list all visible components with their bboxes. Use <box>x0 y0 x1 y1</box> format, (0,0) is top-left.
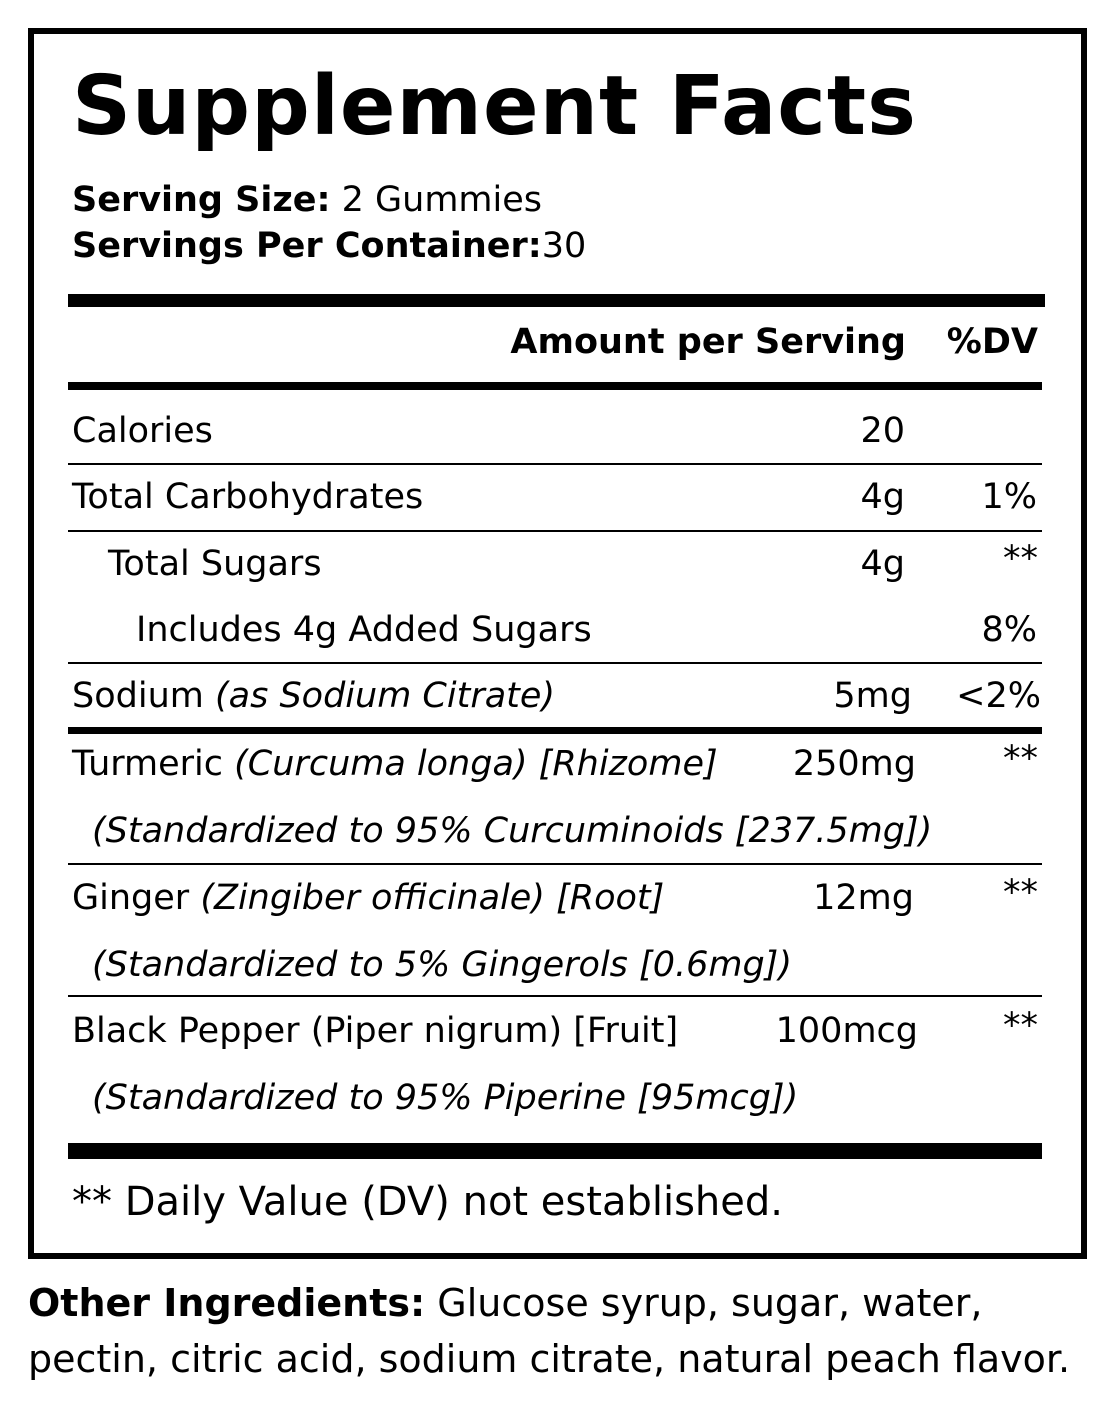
row-ginger-name: Ginger <box>72 878 190 918</box>
servings-per-container <box>72 226 587 266</box>
servings-per-container-label: Servings Per Container: <box>72 226 542 266</box>
row-carbs-dv: 1% <box>981 477 1037 517</box>
row-turmeric-dv: ** <box>1003 739 1038 779</box>
row-sodium-qualifier: (as Sodium Citrate) <box>215 676 556 716</box>
row-carbs-amount: 4g <box>860 477 905 517</box>
row-sodium-dv: <2% <box>956 676 1041 716</box>
row-sugars-dv: ** <box>1003 539 1038 579</box>
row-divider <box>68 863 1042 865</box>
row-sodium <box>72 676 556 716</box>
row-sugars-amount: 4g <box>860 544 905 584</box>
other-ingredients-line2: pectin, citric acid, sodium citrate, natural peach flavor. <box>28 1337 1071 1381</box>
serving-size-label: Serving Size: <box>72 180 331 220</box>
header-divider <box>68 382 1042 390</box>
row-black-pepper-amount: 100mcg <box>775 1011 918 1051</box>
other-ingredients-line1 <box>28 1281 983 1325</box>
row-sodium-name: Sodium <box>72 676 204 716</box>
other-ingredients-text1: Glucose syrup, sugar, water, <box>437 1281 983 1325</box>
row-turmeric-qualifier: (Curcuma longa) [Rhizome] <box>234 744 718 784</box>
amount-per-serving-header: Amount per Serving <box>510 322 906 362</box>
other-ingredients-label: Other Ingredients: <box>28 1281 426 1325</box>
row-calories-amount: 20 <box>860 411 905 451</box>
row-calories-name: Calories <box>72 411 213 451</box>
serving-size <box>72 180 543 220</box>
row-turmeric-note: (Standardized to 95% Curcuminoids [237.5mg]) <box>92 811 933 851</box>
row-turmeric-name: Turmeric <box>72 744 224 784</box>
footnote-divider <box>68 1143 1042 1159</box>
row-ginger-note: (Standardized to 5% Gingerols [0.6mg]) <box>92 945 792 985</box>
row-ginger-amount: 12mg <box>813 878 914 918</box>
row-turmeric-amount: 250mg <box>792 744 916 784</box>
row-divider <box>68 662 1042 664</box>
row-black-pepper-name: Black Pepper (Piper nigrum) [Fruit] <box>72 1011 679 1051</box>
botanicals-divider <box>68 727 1042 734</box>
row-turmeric <box>72 744 718 784</box>
dv-footnote: ** Daily Value (DV) not established. <box>72 1179 783 1225</box>
row-sodium-amount: 5mg <box>833 676 912 716</box>
row-ginger <box>72 878 665 918</box>
row-ginger-dv: ** <box>1003 873 1038 913</box>
dv-header: %DV <box>946 322 1038 362</box>
row-divider <box>68 530 1042 532</box>
row-divider <box>68 995 1042 997</box>
row-black-pepper-dv: ** <box>1003 1006 1038 1046</box>
row-added-sugars-dv: 8% <box>981 610 1037 650</box>
thick-divider <box>68 294 1045 307</box>
row-black-pepper-note: (Standardized to 95% Piperine [95mcg]) <box>92 1078 799 1118</box>
row-carbs-name: Total Carbohydrates <box>72 477 424 517</box>
panel-title: Supplement Facts <box>72 59 917 154</box>
servings-per-container-value: 30 <box>541 226 587 266</box>
serving-size-value: 2 Gummies <box>341 180 543 220</box>
row-ginger-qualifier: (Zingiber officinale) [Root] <box>200 878 665 918</box>
row-divider <box>68 463 1042 465</box>
row-sugars-name: Total Sugars <box>108 544 322 584</box>
row-added-sugars-name: Includes 4g Added Sugars <box>136 610 592 650</box>
